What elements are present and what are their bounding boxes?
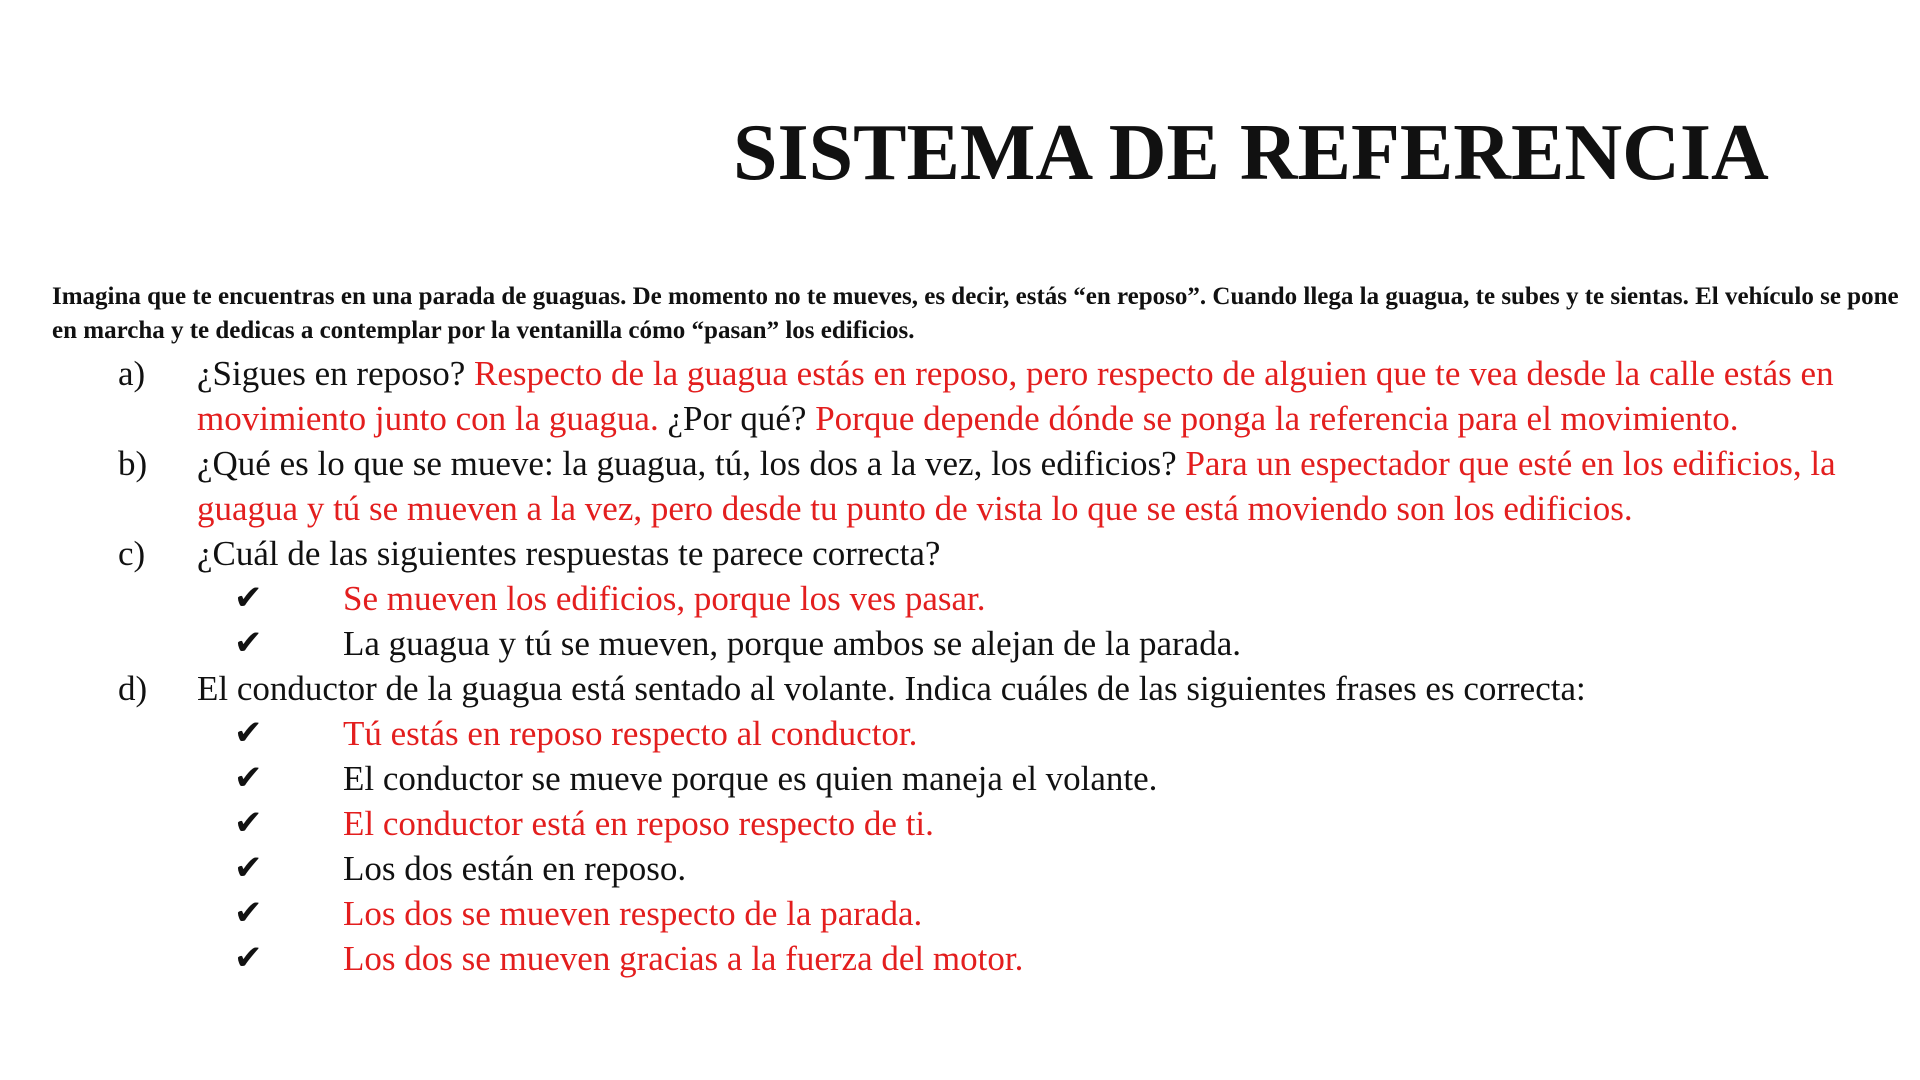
question-letter: a) <box>118 354 146 393</box>
option-text: La guagua y tú se mueven, porque ambos se alejan de la parada. <box>343 624 1241 663</box>
option-item <box>0 846 1880 891</box>
check-mark-icon: ✔ <box>234 848 263 888</box>
option-item <box>0 891 1880 936</box>
question-text: ¿Cuál de las siguientes respuestas te parece correcta? <box>197 534 941 573</box>
option-item <box>0 621 1880 666</box>
check-mark-icon: ✔ <box>234 893 263 933</box>
option-text: Los dos se mueven gracias a la fuerza del motor. <box>343 939 1024 978</box>
answer-text: Respecto de la guagua estás en reposo, pero respecto de alguien que te vea desde la calle estás en movimiento junto con la guagua. <box>197 354 1834 438</box>
question-text: ¿Sigues en reposo? <box>197 354 466 393</box>
question-c <box>0 531 1920 666</box>
intro-paragraph: Imagina que te encuentras en una parada de guaguas. De momento no te mueves, es decir, estás “en reposo”. Cuando llega la guagua, te subes y te sientas. El vehículo se pone en marcha y te dedicas a contemplar por la ventanilla cómo “pasan” los edificios. <box>52 283 1899 344</box>
question-text: El conductor de la guagua está sentado al volante. Indica cuáles de las siguientes frases es correcta: <box>197 669 1586 708</box>
check-mark-icon: ✔ <box>234 713 263 753</box>
question-list <box>0 351 1920 981</box>
option-text: Tú estás en reposo respecto al conductor. <box>343 714 918 753</box>
question-letter: c) <box>118 534 146 573</box>
option-text: El conductor se mueve porque es quien maneja el volante. <box>343 759 1158 798</box>
answer-text: Para un espectador que esté en los edificios, la guagua y tú se mueven a la vez, pero desde tu punto de vista lo que se está moviendo son los edificios. <box>197 444 1836 528</box>
check-mark-icon: ✔ <box>234 623 263 663</box>
check-mark-icon: ✔ <box>234 803 263 843</box>
question-a <box>0 351 1920 441</box>
answer-text: Porque depende dónde se ponga la referencia para el movimiento. <box>815 399 1739 438</box>
check-mark-icon: ✔ <box>234 938 263 978</box>
option-item <box>0 576 1880 621</box>
option-text: El conductor está en reposo respecto de ti. <box>343 804 934 843</box>
option-text: Los dos se mueven respecto de la parada. <box>343 894 923 933</box>
option-text: Se mueven los edificios, porque los ves pasar. <box>343 579 986 618</box>
option-item <box>0 936 1880 981</box>
options-list <box>197 576 1880 666</box>
option-item <box>0 711 1880 756</box>
option-item <box>0 801 1880 846</box>
question-d <box>0 666 1920 981</box>
question-b <box>0 441 1920 531</box>
options-list <box>197 711 1880 981</box>
question-letter: d) <box>118 669 148 708</box>
question-text: ¿Por qué? <box>667 399 807 438</box>
check-mark-icon: ✔ <box>234 758 263 798</box>
option-item <box>0 756 1880 801</box>
question-letter: b) <box>118 444 148 483</box>
check-mark-icon: ✔ <box>234 578 263 618</box>
page-title: SISTEMA DE REFERENCIA <box>733 109 1769 197</box>
option-text: Los dos están en reposo. <box>343 849 687 888</box>
question-text: ¿Qué es lo que se mueve: la guagua, tú, los dos a la vez, los edificios? <box>197 444 1177 483</box>
